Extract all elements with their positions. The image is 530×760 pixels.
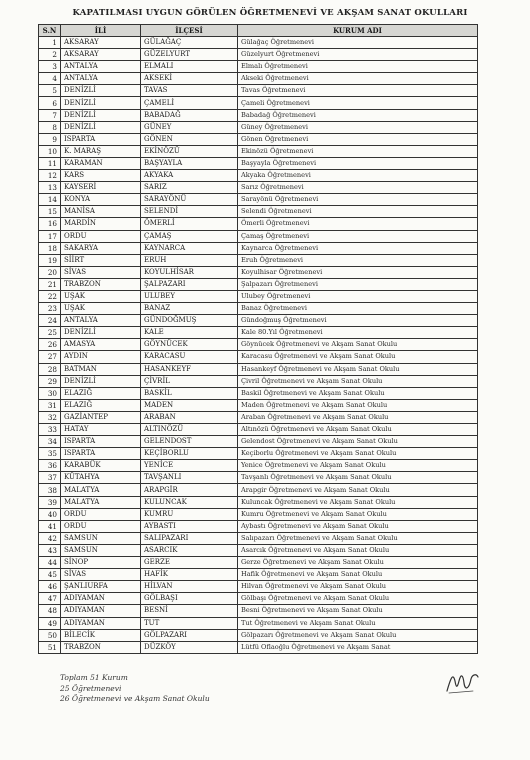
row-sn: 37 bbox=[39, 472, 61, 484]
row-kurum: Ulubey Öğretmenevi bbox=[238, 290, 478, 302]
row-il: AMASYA bbox=[61, 339, 141, 351]
row-sn: 31 bbox=[39, 399, 61, 411]
table-row bbox=[39, 303, 478, 315]
row-sn: 35 bbox=[39, 448, 61, 460]
row-il: ANTALYA bbox=[61, 315, 141, 327]
row-sn: 20 bbox=[39, 266, 61, 278]
row-ilce: HİLVAN bbox=[141, 581, 238, 593]
row-il: DENİZLİ bbox=[61, 85, 141, 97]
summary-combined: 26 Öğretmenevi ve Akşam Sanat Okulu bbox=[60, 694, 210, 703]
row-il: DENİZLİ bbox=[61, 327, 141, 339]
row-kurum: Karacasu Öğretmenevi ve Akşam Sanat Okulu bbox=[238, 351, 478, 363]
table-row bbox=[39, 399, 478, 411]
row-sn: 10 bbox=[39, 145, 61, 157]
row-kurum: Tut Öğretmenevi ve Akşam Sanat Okulu bbox=[238, 617, 478, 629]
row-il: ŞANLIURFA bbox=[61, 581, 141, 593]
row-il: UŞAK bbox=[61, 290, 141, 302]
row-sn: 49 bbox=[39, 617, 61, 629]
row-il: ADIYAMAN bbox=[61, 617, 141, 629]
row-ilce: BASKİL bbox=[141, 387, 238, 399]
document-title: KAPATILMASI UYGUN GÖRÜLEN ÖĞRETMENEVİ VE AKŞAM SANAT OKULLARI bbox=[72, 8, 468, 18]
row-sn: 25 bbox=[39, 327, 61, 339]
row-kurum: Sarız Öğretmenevi bbox=[238, 182, 478, 194]
table-row bbox=[39, 266, 478, 278]
table-row bbox=[39, 557, 478, 569]
row-ilce: GÜZELYURT bbox=[141, 49, 238, 61]
row-ilce: KARACASU bbox=[141, 351, 238, 363]
table-row bbox=[39, 520, 478, 532]
row-kurum: Gelendost Öğretmenevi ve Akşam Sanat Okulu bbox=[238, 436, 478, 448]
row-sn: 41 bbox=[39, 520, 61, 532]
row-sn: 40 bbox=[39, 508, 61, 520]
row-ilce: SELENDİ bbox=[141, 206, 238, 218]
table-row bbox=[39, 532, 478, 544]
row-kurum: Baskil Öğretmenevi ve Akşam Sanat Okulu bbox=[238, 387, 478, 399]
row-kurum: Eruh Öğretmenevi bbox=[238, 254, 478, 266]
row-ilce: KALE bbox=[141, 327, 238, 339]
table-row bbox=[39, 387, 478, 399]
table-row bbox=[39, 339, 478, 351]
row-kurum: Gölpazarı Öğretmenevi ve Akşam Sanat Okulu bbox=[238, 629, 478, 641]
row-ilce: HAFİK bbox=[141, 569, 238, 581]
row-il: DENİZLİ bbox=[61, 121, 141, 133]
row-sn: 38 bbox=[39, 484, 61, 496]
table-row bbox=[39, 85, 478, 97]
row-sn: 6 bbox=[39, 97, 61, 109]
table-row bbox=[39, 49, 478, 61]
row-ilce: DÜZKÖY bbox=[141, 641, 238, 653]
row-ilce: TAVŞANLI bbox=[141, 472, 238, 484]
table-row bbox=[39, 460, 478, 472]
row-kurum: Sarayönü Öğretmenevi bbox=[238, 194, 478, 206]
row-ilce: SALIPAZARI bbox=[141, 532, 238, 544]
row-sn: 22 bbox=[39, 290, 61, 302]
row-kurum: Gülağaç Öğretmenevi bbox=[238, 37, 478, 49]
row-il: ORDU bbox=[61, 508, 141, 520]
table-row bbox=[39, 375, 478, 387]
row-sn: 36 bbox=[39, 460, 61, 472]
row-kurum: Şalpazarı Öğretmenevi bbox=[238, 278, 478, 290]
row-il: ORDU bbox=[61, 520, 141, 532]
row-sn: 47 bbox=[39, 593, 61, 605]
row-kurum: Besni Öğretmenevi ve Akşam Sanat Okulu bbox=[238, 605, 478, 617]
table-row bbox=[39, 73, 478, 85]
row-ilce: EKİNÖZÜ bbox=[141, 145, 238, 157]
table-row bbox=[39, 569, 478, 581]
row-kurum: Gönen Öğretmenevi bbox=[238, 133, 478, 145]
row-sn: 45 bbox=[39, 569, 61, 581]
row-sn: 26 bbox=[39, 339, 61, 351]
row-ilce: GÜLAĞAÇ bbox=[141, 37, 238, 49]
row-sn: 1 bbox=[39, 37, 61, 49]
row-sn: 7 bbox=[39, 109, 61, 121]
row-kurum: Hasankeyf Öğretmenevi ve Akşam Sanat Okulu bbox=[238, 363, 478, 375]
row-sn: 46 bbox=[39, 581, 61, 593]
table-row bbox=[39, 641, 478, 653]
table-row bbox=[39, 484, 478, 496]
row-il: ELAZIĞ bbox=[61, 387, 141, 399]
handwritten-signature-icon bbox=[443, 667, 481, 699]
header-ilce: İLÇESİ bbox=[141, 25, 238, 37]
row-ilce: GÖNEN bbox=[141, 133, 238, 145]
row-sn: 8 bbox=[39, 121, 61, 133]
row-ilce: ÇİVRİL bbox=[141, 375, 238, 387]
row-kurum: Gölbaşı Öğretmenevi ve Akşam Sanat Okulu bbox=[238, 593, 478, 605]
row-sn: 27 bbox=[39, 351, 61, 363]
row-sn: 9 bbox=[39, 133, 61, 145]
row-il: SAMSUN bbox=[61, 544, 141, 556]
row-ilce: BESNİ bbox=[141, 605, 238, 617]
institutions-table bbox=[38, 24, 478, 654]
row-kurum: Akyaka Öğretmenevi bbox=[238, 170, 478, 182]
row-sn: 21 bbox=[39, 278, 61, 290]
row-kurum: Araban Öğretmenevi ve Akşam Sanat Okulu bbox=[238, 411, 478, 423]
row-il: AKSARAY bbox=[61, 37, 141, 49]
row-il: MARDİN bbox=[61, 218, 141, 230]
row-kurum: Ekinözü Öğretmenevi bbox=[238, 145, 478, 157]
row-kurum: Güzelyurt Öğretmenevi bbox=[238, 49, 478, 61]
row-kurum: Başyayla Öğretmenevi bbox=[238, 157, 478, 169]
row-il: ORDU bbox=[61, 230, 141, 242]
row-kurum: Çameli Öğretmenevi bbox=[238, 97, 478, 109]
header-kurum: KURUM ADI bbox=[238, 25, 478, 37]
row-il: BİLECİK bbox=[61, 629, 141, 641]
row-ilce: AKYAKA bbox=[141, 170, 238, 182]
row-kurum: Banaz Öğretmenevi bbox=[238, 303, 478, 315]
header-sn: S.N bbox=[39, 25, 61, 37]
table-row bbox=[39, 544, 478, 556]
row-ilce: BAŞYAYLA bbox=[141, 157, 238, 169]
row-kurum: Aybastı Öğretmenevi ve Akşam Sanat Okulu bbox=[238, 520, 478, 532]
row-il: GAZİANTEP bbox=[61, 411, 141, 423]
row-il: KARABÜK bbox=[61, 460, 141, 472]
row-sn: 24 bbox=[39, 315, 61, 327]
row-il: SAMSUN bbox=[61, 532, 141, 544]
table-row bbox=[39, 37, 478, 49]
row-ilce: BANAZ bbox=[141, 303, 238, 315]
row-kurum: Güney Öğretmenevi bbox=[238, 121, 478, 133]
row-ilce: GÖLBAŞI bbox=[141, 593, 238, 605]
row-sn: 48 bbox=[39, 605, 61, 617]
row-kurum: Koyulhisar Öğretmenevi bbox=[238, 266, 478, 278]
row-sn: 39 bbox=[39, 496, 61, 508]
table-row bbox=[39, 121, 478, 133]
row-il: AYDIN bbox=[61, 351, 141, 363]
table-row bbox=[39, 351, 478, 363]
row-il: DENİZLİ bbox=[61, 375, 141, 387]
table-row bbox=[39, 472, 478, 484]
row-ilce: GELENDOST bbox=[141, 436, 238, 448]
row-kurum: Kumru Öğretmenevi ve Akşam Sanat Okulu bbox=[238, 508, 478, 520]
row-sn: 15 bbox=[39, 206, 61, 218]
table-row bbox=[39, 436, 478, 448]
table-row bbox=[39, 254, 478, 266]
table-row bbox=[39, 194, 478, 206]
row-ilce: BABADAĞ bbox=[141, 109, 238, 121]
row-il: MALATYA bbox=[61, 496, 141, 508]
row-kurum: Salıpazarı Öğretmenevi ve Akşam Sanat Okulu bbox=[238, 532, 478, 544]
row-sn: 3 bbox=[39, 61, 61, 73]
row-kurum: Çivril Öğretmenevi ve Akşam Sanat Okulu bbox=[238, 375, 478, 387]
row-sn: 29 bbox=[39, 375, 61, 387]
summary-total: Toplam 51 Kurum bbox=[60, 673, 128, 682]
row-ilce: ÖMERLİ bbox=[141, 218, 238, 230]
row-il: SİİRT bbox=[61, 254, 141, 266]
row-sn: 50 bbox=[39, 629, 61, 641]
row-sn: 33 bbox=[39, 424, 61, 436]
row-ilce: SARIZ bbox=[141, 182, 238, 194]
row-ilce: KULUNCAK bbox=[141, 496, 238, 508]
row-kurum: Lütfü Oflaoğlu Öğretmenevi ve Akşam Sanat bbox=[238, 641, 478, 653]
row-sn: 4 bbox=[39, 73, 61, 85]
row-kurum: Gündoğmuş Öğretmenevi bbox=[238, 315, 478, 327]
row-kurum: Göynücek Öğretmenevi ve Akşam Sanat Okulu bbox=[238, 339, 478, 351]
row-il: KARS bbox=[61, 170, 141, 182]
row-il: DENİZLİ bbox=[61, 97, 141, 109]
row-sn: 30 bbox=[39, 387, 61, 399]
table-row bbox=[39, 61, 478, 73]
row-ilce: ÇAMAŞ bbox=[141, 230, 238, 242]
row-il: TRABZON bbox=[61, 641, 141, 653]
row-ilce: GÖLPAZARI bbox=[141, 629, 238, 641]
row-sn: 43 bbox=[39, 544, 61, 556]
row-ilce: TUT bbox=[141, 617, 238, 629]
table-row bbox=[39, 496, 478, 508]
row-sn: 28 bbox=[39, 363, 61, 375]
summary-teacher-houses: 25 Öğretmenevi bbox=[60, 683, 122, 693]
row-sn: 13 bbox=[39, 182, 61, 194]
row-sn: 44 bbox=[39, 557, 61, 569]
row-il: DENİZLİ bbox=[61, 109, 141, 121]
row-il: MALATYA bbox=[61, 484, 141, 496]
row-il: SAKARYA bbox=[61, 242, 141, 254]
row-sn: 17 bbox=[39, 230, 61, 242]
row-il: ADIYAMAN bbox=[61, 593, 141, 605]
table-row bbox=[39, 278, 478, 290]
row-sn: 18 bbox=[39, 242, 61, 254]
header-il: İLİ bbox=[61, 25, 141, 37]
row-ilce: ARAPGİR bbox=[141, 484, 238, 496]
row-ilce: ÇAMELİ bbox=[141, 97, 238, 109]
table-row bbox=[39, 170, 478, 182]
table-body bbox=[39, 37, 478, 654]
table-row bbox=[39, 97, 478, 109]
table-row bbox=[39, 109, 478, 121]
table-row bbox=[39, 581, 478, 593]
row-ilce: ERUH bbox=[141, 254, 238, 266]
row-sn: 19 bbox=[39, 254, 61, 266]
row-sn: 51 bbox=[39, 641, 61, 653]
row-kurum: Ömerli Öğretmenevi bbox=[238, 218, 478, 230]
row-il: ISPARTA bbox=[61, 133, 141, 145]
row-il: ISPARTA bbox=[61, 436, 141, 448]
row-kurum: Keçiborlu Öğretmenevi ve Akşam Sanat Okulu bbox=[238, 448, 478, 460]
row-ilce: TAVAS bbox=[141, 85, 238, 97]
table-row bbox=[39, 629, 478, 641]
row-sn: 42 bbox=[39, 532, 61, 544]
table-row bbox=[39, 617, 478, 629]
row-kurum: Kaynarca Öğretmenevi bbox=[238, 242, 478, 254]
row-kurum: Yenice Öğretmenevi ve Akşam Sanat Okulu bbox=[238, 460, 478, 472]
row-kurum: Tavas Öğretmenevi bbox=[238, 85, 478, 97]
row-il: KÜTAHYA bbox=[61, 472, 141, 484]
row-sn: 5 bbox=[39, 85, 61, 97]
row-kurum: Elmalı Öğretmenevi bbox=[238, 61, 478, 73]
row-ilce: GÜNEY bbox=[141, 121, 238, 133]
table-row bbox=[39, 448, 478, 460]
table-row bbox=[39, 424, 478, 436]
row-ilce: ARABAN bbox=[141, 411, 238, 423]
row-il: MANİSA bbox=[61, 206, 141, 218]
table-row bbox=[39, 218, 478, 230]
row-kurum: Akseki Öğretmenevi bbox=[238, 73, 478, 85]
row-ilce: GÜNDOĞMUŞ bbox=[141, 315, 238, 327]
row-il: K. MARAŞ bbox=[61, 145, 141, 157]
row-il: BATMAN bbox=[61, 363, 141, 375]
row-ilce: KEÇİBORLU bbox=[141, 448, 238, 460]
row-il: AKSARAY bbox=[61, 49, 141, 61]
row-ilce: GERZE bbox=[141, 557, 238, 569]
row-ilce: MADEN bbox=[141, 399, 238, 411]
row-ilce: ASARCIK bbox=[141, 544, 238, 556]
row-ilce: ULUBEY bbox=[141, 290, 238, 302]
table-row bbox=[39, 290, 478, 302]
table-row bbox=[39, 230, 478, 242]
table-header-row bbox=[39, 25, 478, 37]
row-il: TRABZON bbox=[61, 278, 141, 290]
table-row bbox=[39, 145, 478, 157]
row-kurum: Selendi Öğretmenevi bbox=[238, 206, 478, 218]
table-row bbox=[39, 182, 478, 194]
row-ilce: YENİCE bbox=[141, 460, 238, 472]
row-il: ANTALYA bbox=[61, 61, 141, 73]
table-row bbox=[39, 133, 478, 145]
row-sn: 34 bbox=[39, 436, 61, 448]
table-row bbox=[39, 593, 478, 605]
row-kurum: Hilvan Öğretmenevi ve Akşam Sanat Okulu bbox=[238, 581, 478, 593]
row-sn: 14 bbox=[39, 194, 61, 206]
table-row bbox=[39, 242, 478, 254]
row-ilce: HASANKEYF bbox=[141, 363, 238, 375]
row-il: UŞAK bbox=[61, 303, 141, 315]
row-kurum: Tavşanlı Öğretmenevi ve Akşam Sanat Okulu bbox=[238, 472, 478, 484]
table-row bbox=[39, 157, 478, 169]
row-kurum: Maden Öğretmenevi ve Akşam Sanat Okulu bbox=[238, 399, 478, 411]
table-row bbox=[39, 605, 478, 617]
row-il: ISPARTA bbox=[61, 448, 141, 460]
row-ilce: KUMRU bbox=[141, 508, 238, 520]
row-ilce: ELMALI bbox=[141, 61, 238, 73]
row-il: KONYA bbox=[61, 194, 141, 206]
row-kurum: Çamaş Öğretmenevi bbox=[238, 230, 478, 242]
row-il: ELAZIĞ bbox=[61, 399, 141, 411]
row-il: ANTALYA bbox=[61, 73, 141, 85]
row-kurum: Kuluncak Öğretmenevi ve Akşam Sanat Okulu bbox=[238, 496, 478, 508]
row-ilce: AYBASTI bbox=[141, 520, 238, 532]
row-sn: 32 bbox=[39, 411, 61, 423]
row-kurum: Altınözü Öğretmenevi ve Akşam Sanat Okulu bbox=[238, 424, 478, 436]
table-row bbox=[39, 206, 478, 218]
row-sn: 16 bbox=[39, 218, 61, 230]
row-ilce: ŞALPAZARI bbox=[141, 278, 238, 290]
table-row bbox=[39, 363, 478, 375]
row-kurum: Kale 80.Yıl Öğretmenevi bbox=[238, 327, 478, 339]
row-kurum: Arapgir Öğretmenevi ve Akşam Sanat Okulu bbox=[238, 484, 478, 496]
row-il: ADIYAMAN bbox=[61, 605, 141, 617]
row-sn: 11 bbox=[39, 157, 61, 169]
row-ilce: KOYULHİSAR bbox=[141, 266, 238, 278]
table-row bbox=[39, 327, 478, 339]
row-kurum: Babadağ Öğretmenevi bbox=[238, 109, 478, 121]
table-row bbox=[39, 411, 478, 423]
row-ilce: AKSEKİ bbox=[141, 73, 238, 85]
row-sn: 23 bbox=[39, 303, 61, 315]
row-il: SİVAS bbox=[61, 569, 141, 581]
table-row bbox=[39, 508, 478, 520]
row-il: KAYSERİ bbox=[61, 182, 141, 194]
row-kurum: Asarcık Öğretmenevi ve Akşam Sanat Okulu bbox=[238, 544, 478, 556]
row-kurum: Gerze Öğretmenevi ve Akşam Sanat Okulu bbox=[238, 557, 478, 569]
table-row bbox=[39, 315, 478, 327]
row-kurum: Hafik Öğretmenevi ve Akşam Sanat Okulu bbox=[238, 569, 478, 581]
row-il: SİNOP bbox=[61, 557, 141, 569]
row-il: KARAMAN bbox=[61, 157, 141, 169]
row-ilce: ALTINÖZÜ bbox=[141, 424, 238, 436]
row-sn: 12 bbox=[39, 170, 61, 182]
row-il: SİVAS bbox=[61, 266, 141, 278]
row-ilce: GÖYNÜCEK bbox=[141, 339, 238, 351]
summary-block bbox=[60, 673, 210, 705]
row-ilce: SARAYÖNÜ bbox=[141, 194, 238, 206]
row-il: HATAY bbox=[61, 424, 141, 436]
row-ilce: KAYNARCA bbox=[141, 242, 238, 254]
row-sn: 2 bbox=[39, 49, 61, 61]
